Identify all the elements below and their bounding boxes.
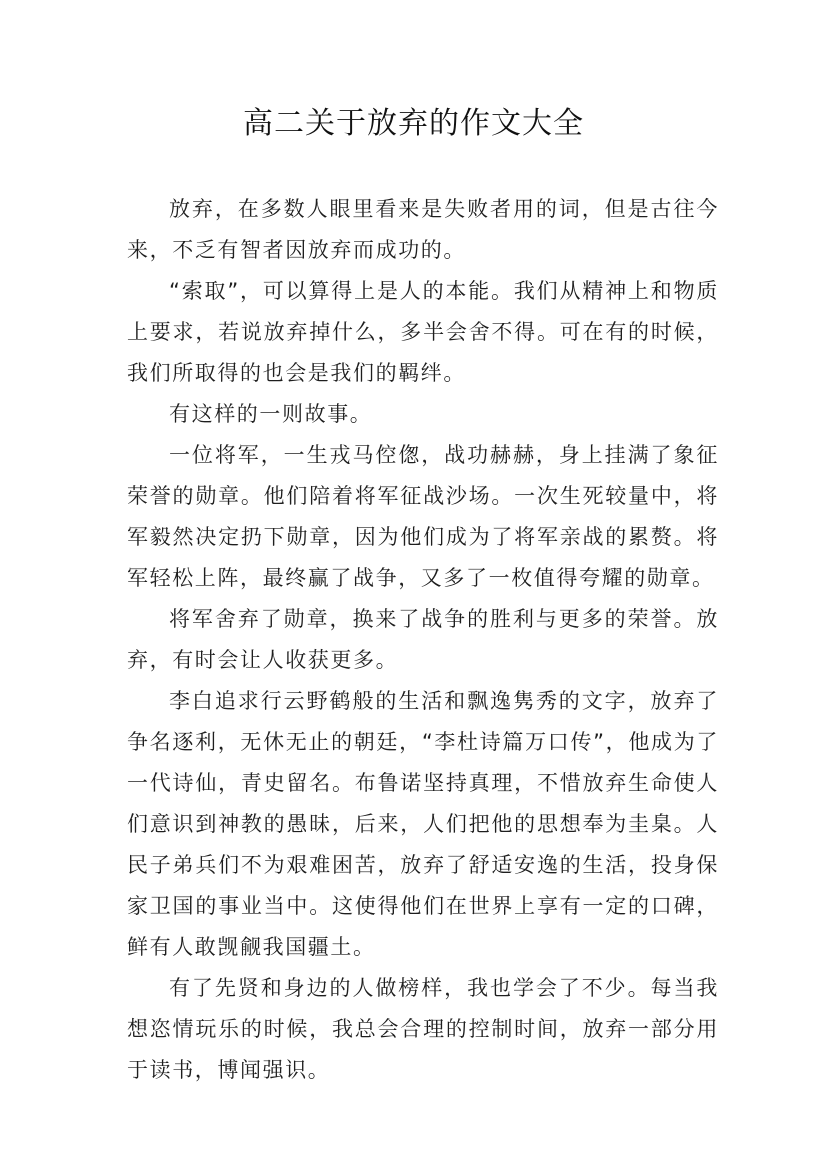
paragraph: 一位将军，一生戎马倥偬，战功赫赫，身上挂满了象征荣誉的勋章。他们陪着将军征战沙场。一次生死较量中，将军毅然决定扔下勋章，因为他们成为了将军亲战的累赘。将军轻松上阵，最终赢了战争，又多了一枚值得夸耀的勋章。 (127, 443, 719, 590)
paragraph: 将军舍弃了勋章，换来了战争的胜利与更多的荣誉。放弃，有时会让人收获更多。 (127, 607, 719, 672)
document-title: 高二关于放弃的作文大全 (243, 106, 584, 141)
paragraph: “索取”，可以算得上是人的本能。我们从精神上和物质上要求，若说放弃掉什么，多半会舍不得。可在有的时候，我们所取得的也会是我们的羁绊。 (127, 279, 719, 385)
paragraph: 放弃，在多数人眼里看来是失败者用的词，但是古往今来，不乏有智者因放弃而成功的。 (127, 197, 719, 262)
paragraph: 有这样的一则故事。 (169, 402, 373, 426)
document-body (127, 189, 719, 1091)
paragraph: 李白追求行云野鹤般的生活和飘逸隽秀的文字，放弃了争名逐利，无休无止的朝廷，“李杜诗篇万口传”，他成为了一代诗仙，青史留名。布鲁诺坚持真理，不惜放弃生命使人们意识到神教的愚昧，后来，人们把他的思想奉为圭臬。人民子弟兵们不为艰难困苦，放弃了舒适安逸的生活，投身保家卫国的事业当中。这使得他们在世界上享有一定的口碑，鲜有人敢觊觎我国疆土。 (127, 689, 719, 959)
paragraph: 有了先贤和身边的人做榜样，我也学会了不少。每当我想恣情玩乐的时候，我总会合理的控制时间，放弃一部分用于读书，博闻强识。 (127, 976, 719, 1082)
